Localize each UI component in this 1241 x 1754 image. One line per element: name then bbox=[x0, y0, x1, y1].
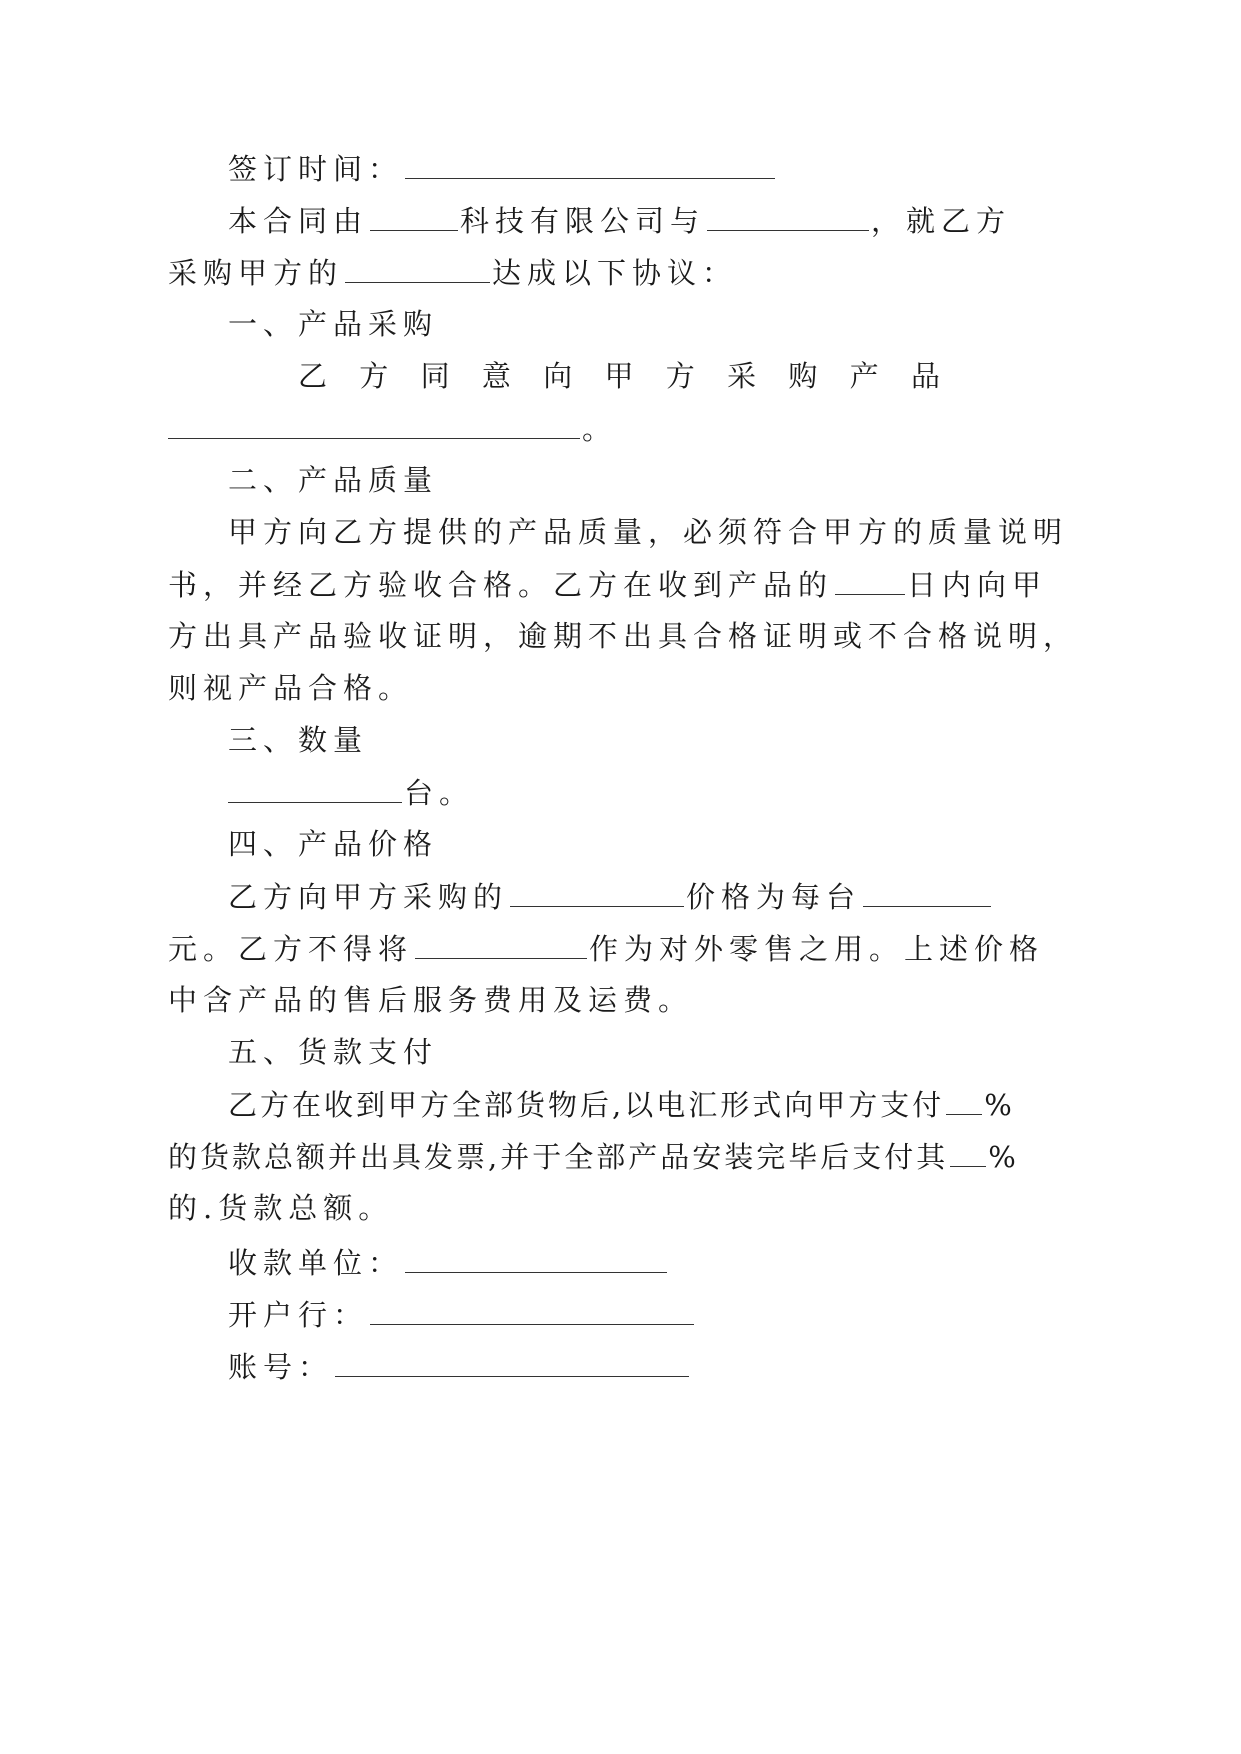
sign-time-label: 签订时间： bbox=[228, 152, 404, 186]
bank-label: 开户行： bbox=[228, 1298, 369, 1332]
party-b-blank[interactable] bbox=[707, 200, 869, 231]
retail-item-blank[interactable] bbox=[415, 928, 587, 959]
intro-line-2: 采购甲方的 达成以下协议： bbox=[168, 252, 737, 293]
unit-price-blank[interactable] bbox=[863, 876, 991, 907]
payee-label: 收款单位： bbox=[228, 1246, 404, 1280]
section-4-line-3: 中含产品的售后服务费用及运费。 bbox=[168, 983, 694, 1017]
bank-line bbox=[228, 1294, 696, 1335]
account-line bbox=[228, 1346, 691, 1387]
section-2-line-3: 方出具产品验收证明，逾期不出具合格证明或不合格说明， bbox=[168, 619, 1079, 653]
section-1-title: 一、产品采购 bbox=[228, 307, 439, 341]
sign-time-blank[interactable] bbox=[405, 148, 775, 179]
product-blank[interactable] bbox=[345, 252, 490, 283]
payee-line bbox=[228, 1242, 669, 1283]
inspection-days-blank[interactable] bbox=[835, 564, 905, 595]
section-5-line-2: 的货款总额并出具发票,并于全部产品安装完毕后支付其 % bbox=[168, 1136, 1019, 1177]
section-2-line-2: 书，并经乙方验收合格。乙方在收到产品的 日内向甲 bbox=[168, 564, 1047, 605]
purchase-product-blank[interactable] bbox=[168, 408, 580, 439]
section-5-title: 五、货款支付 bbox=[228, 1035, 439, 1069]
bank-blank[interactable] bbox=[370, 1294, 694, 1325]
section-4-title: 四、产品价格 bbox=[228, 827, 439, 861]
quantity-blank[interactable] bbox=[228, 772, 402, 803]
final-payment-pct-blank[interactable] bbox=[950, 1136, 986, 1167]
intro-line-1: 本合同由 科技有限公司与 ，就乙方 bbox=[228, 200, 1011, 241]
account-blank[interactable] bbox=[335, 1346, 689, 1377]
section-4-line-1: 乙方向甲方采购的 价格为每台 bbox=[228, 876, 993, 917]
section-2-title: 二、产品质量 bbox=[228, 463, 439, 497]
sign-time-line bbox=[228, 148, 777, 189]
section-3-title: 三、数量 bbox=[228, 723, 369, 757]
section-2-line-1: 甲方向乙方提供的产品质量，必须符合甲方的质量说明 bbox=[228, 515, 1069, 549]
section-1-body: 乙 方 同 意 向 甲 方 采 购 产 品 bbox=[298, 359, 940, 393]
price-product-blank[interactable] bbox=[510, 876, 684, 907]
section-3-body: 台。 bbox=[228, 772, 474, 813]
company-blank[interactable] bbox=[370, 200, 458, 231]
section-4-line-2: 元。乙方不得将 作为对外零售之用。上述价格 bbox=[168, 928, 1044, 969]
first-payment-pct-blank[interactable] bbox=[946, 1084, 982, 1115]
section-5-line-3: 的.货款总额。 bbox=[168, 1191, 394, 1225]
section-1-body-end: 。 bbox=[168, 408, 617, 449]
section-2-line-4: 则视产品合格。 bbox=[168, 671, 414, 705]
section-5-line-1: 乙方在收到甲方全部货物后,以电汇形式向甲方支付 % bbox=[228, 1084, 1015, 1125]
account-label: 账号： bbox=[228, 1350, 334, 1384]
payee-blank[interactable] bbox=[405, 1242, 667, 1273]
